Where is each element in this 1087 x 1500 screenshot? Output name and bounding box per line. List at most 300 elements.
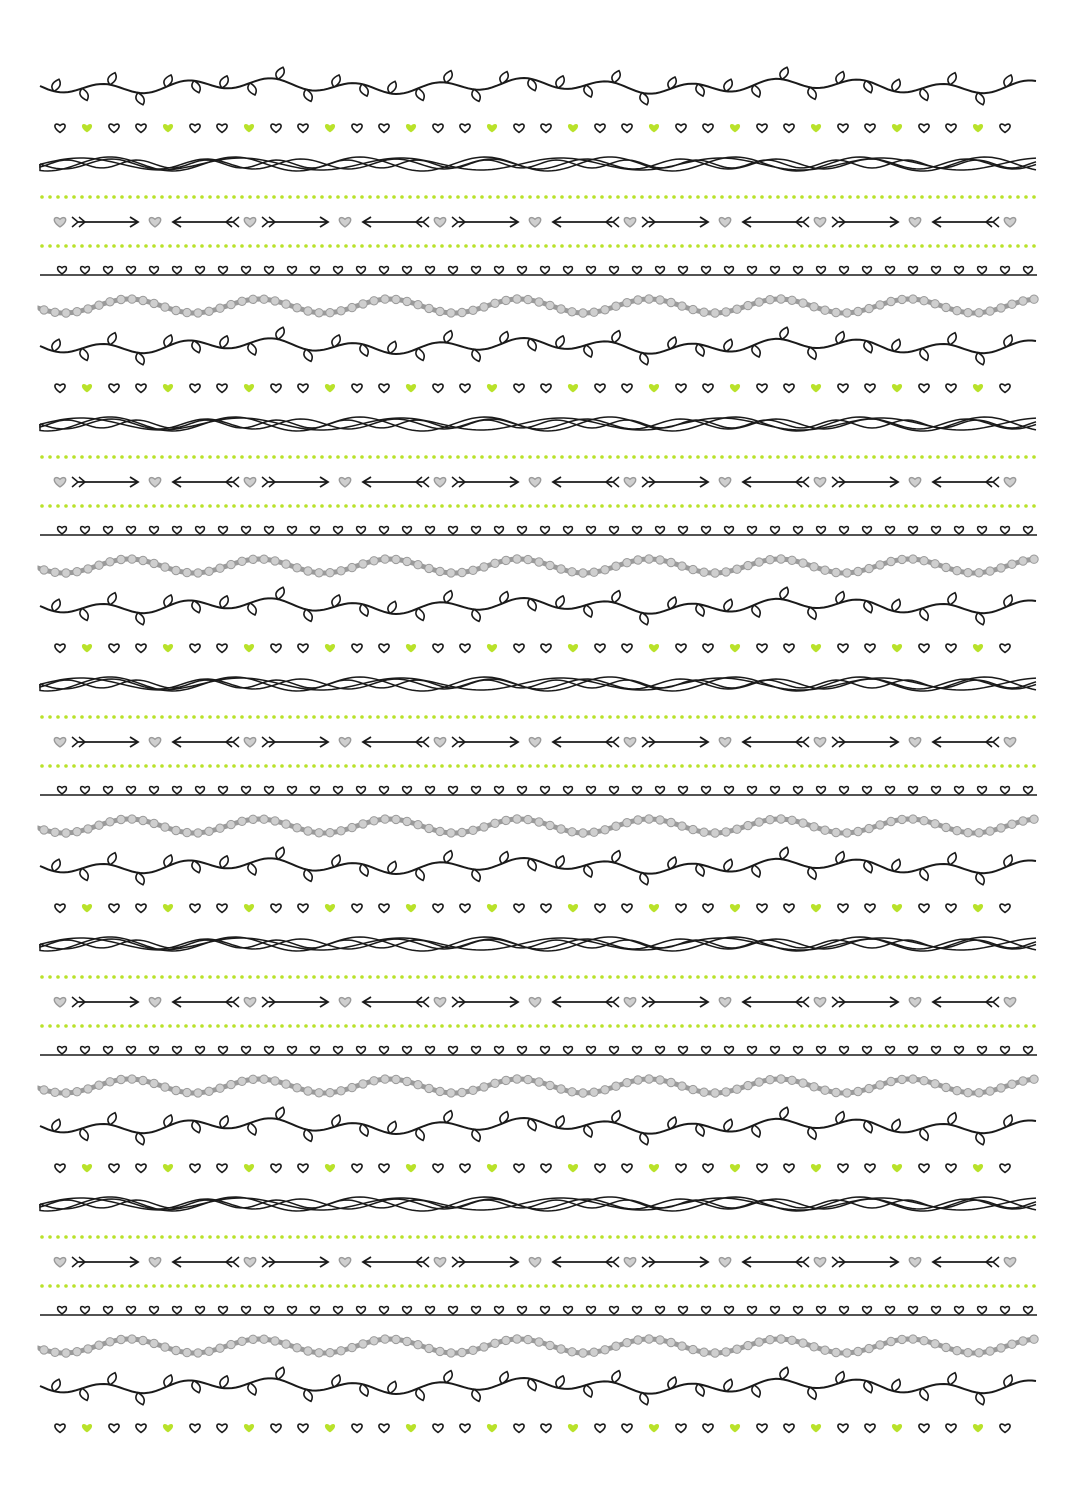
pompom: [414, 1341, 422, 1349]
dot: [1008, 195, 1012, 199]
pompom: [678, 822, 686, 830]
pompom: [359, 820, 367, 828]
pompom: [733, 1085, 741, 1093]
dot: [344, 715, 348, 719]
dot: [464, 244, 468, 248]
heart-outline: [58, 1047, 67, 1054]
dot: [144, 764, 148, 768]
pompom: [513, 815, 521, 823]
leaf: [80, 348, 88, 360]
dot: [320, 1284, 324, 1288]
pompom: [843, 1089, 851, 1097]
dot: [152, 455, 156, 459]
heart-outline: [771, 267, 780, 274]
dot: [360, 1024, 364, 1028]
heart-outline: [865, 644, 875, 652]
dot: [280, 975, 284, 979]
dot: [520, 195, 524, 199]
pompom: [590, 1348, 598, 1356]
heart-outline: [298, 1164, 308, 1172]
heart-outline: [587, 1307, 596, 1314]
dot: [552, 455, 556, 459]
dot: [520, 504, 524, 508]
dot: [544, 195, 548, 199]
dot: [824, 244, 828, 248]
dot: [832, 244, 836, 248]
heart-outline: [81, 1307, 90, 1314]
dot: [728, 1284, 732, 1288]
dot: [1016, 1024, 1020, 1028]
heart-outline: [978, 1047, 987, 1054]
band-heart-outline-row: [55, 904, 1010, 912]
heart-outline: [357, 1047, 366, 1054]
dot: [1016, 975, 1020, 979]
pompom: [535, 558, 543, 566]
dot: [960, 195, 964, 199]
pompom: [282, 300, 290, 308]
dot: [424, 764, 428, 768]
pompom: [601, 1086, 609, 1094]
dot: [56, 1235, 60, 1239]
pompom: [84, 825, 92, 833]
dot: [832, 975, 836, 979]
arrow-fletch: [642, 217, 648, 227]
dot: [424, 244, 428, 248]
heart-outline: [190, 384, 200, 392]
dot: [568, 195, 572, 199]
dot: [104, 504, 108, 508]
dot: [608, 715, 612, 719]
dot: [688, 764, 692, 768]
pompom: [359, 1340, 367, 1348]
dot: [184, 975, 188, 979]
pompom: [216, 824, 224, 832]
leaf: [584, 85, 592, 97]
dot: [928, 195, 932, 199]
heart-outline: [955, 267, 964, 274]
dot: [328, 764, 332, 768]
dot: [464, 975, 468, 979]
dot: [176, 195, 180, 199]
dot: [480, 715, 484, 719]
heart-outline: [514, 904, 524, 912]
dot: [984, 975, 988, 979]
heart-outline: [703, 124, 713, 132]
pompom: [95, 821, 103, 829]
dot: [888, 195, 892, 199]
heart-outline: [865, 904, 875, 912]
dot: [80, 764, 84, 768]
dot: [896, 1284, 900, 1288]
dot: [328, 244, 332, 248]
leaf: [444, 1371, 452, 1383]
leaf: [752, 1125, 760, 1137]
pompom: [1030, 555, 1038, 563]
dot: [720, 764, 724, 768]
heart-outline: [219, 787, 228, 794]
dot: [128, 504, 132, 508]
dot: [528, 975, 532, 979]
pompom: [942, 563, 950, 571]
dot: [176, 455, 180, 459]
dot: [120, 1024, 124, 1028]
dot: [952, 244, 956, 248]
heart-outline: [472, 1047, 481, 1054]
heart-outline: [748, 787, 757, 794]
dot: [920, 975, 924, 979]
dot: [320, 504, 324, 508]
pompom: [194, 569, 202, 577]
dot: [528, 504, 532, 508]
dot: [240, 455, 244, 459]
pompom: [469, 1346, 477, 1354]
dot: [64, 244, 68, 248]
leaf: [556, 1376, 564, 1388]
heart-outline: [271, 1164, 281, 1172]
dot: [760, 1284, 764, 1288]
dot: [144, 195, 148, 199]
dot: [64, 1235, 68, 1239]
dot: [832, 504, 836, 508]
pompom: [348, 823, 356, 831]
dot: [520, 764, 524, 768]
band-leaf-vine: [40, 847, 1036, 885]
heart-outline: [449, 787, 458, 794]
dot: [944, 244, 948, 248]
dot: [120, 455, 124, 459]
dot: [744, 764, 748, 768]
heart-outline: [725, 1047, 734, 1054]
dot: [152, 195, 156, 199]
dot: [480, 455, 484, 459]
dot: [256, 1284, 260, 1288]
dot: [264, 504, 268, 508]
dot: [256, 195, 260, 199]
dot: [120, 504, 124, 508]
pompom: [623, 819, 631, 827]
dot: [784, 975, 788, 979]
leaf: [612, 1371, 620, 1383]
dot: [208, 1024, 212, 1028]
dot: [376, 1235, 380, 1239]
pompom: [62, 829, 70, 837]
dot: [688, 715, 692, 719]
dot: [880, 195, 884, 199]
pompom: [1019, 1077, 1027, 1085]
dot: [904, 504, 908, 508]
heart-outline: [265, 1047, 274, 1054]
pompom: [986, 567, 994, 575]
dot: [608, 1284, 612, 1288]
dot: [712, 455, 716, 459]
dot: [984, 195, 988, 199]
pompom: [304, 1347, 312, 1355]
dot: [200, 764, 204, 768]
pompom: [458, 308, 466, 316]
heart-outline: [676, 904, 686, 912]
dot: [992, 195, 996, 199]
band-dot-line: [40, 455, 1036, 459]
heart-outline: [541, 384, 551, 392]
dot: [896, 975, 900, 979]
silver-heart: [1004, 738, 1015, 747]
dot: [200, 975, 204, 979]
dot: [488, 1024, 492, 1028]
heart-outline: [518, 527, 527, 534]
dot: [832, 1024, 836, 1028]
dot: [1024, 504, 1028, 508]
dot: [336, 975, 340, 979]
dot: [408, 195, 412, 199]
heart-outline: [622, 124, 632, 132]
dot: [856, 504, 860, 508]
dot: [72, 975, 76, 979]
dot: [312, 1024, 316, 1028]
dot: [776, 195, 780, 199]
leaf: [416, 1388, 424, 1400]
pompom: [260, 555, 268, 563]
heart-outline: [784, 1164, 794, 1172]
heart-outline: [334, 267, 343, 274]
heart-outline: [265, 527, 274, 534]
dot: [856, 764, 860, 768]
dot: [256, 1024, 260, 1028]
leaf: [948, 593, 956, 605]
dot: [120, 244, 124, 248]
arrow-fletch: [262, 217, 268, 227]
dot: [408, 975, 412, 979]
dot: [400, 1235, 404, 1239]
dot: [600, 1284, 604, 1288]
dot: [192, 195, 196, 199]
pompom: [150, 819, 158, 827]
dot: [136, 504, 140, 508]
dot: [288, 244, 292, 248]
band-braided-wave: [40, 937, 1036, 951]
dot: [200, 1235, 204, 1239]
pompom: [645, 1075, 653, 1083]
heart-outline: [656, 1047, 665, 1054]
dot: [104, 195, 108, 199]
dot: [1024, 715, 1028, 719]
dot: [656, 455, 660, 459]
dot: [208, 715, 212, 719]
dot: [768, 195, 772, 199]
pompom: [612, 562, 620, 570]
leaf: [220, 1376, 228, 1388]
dot: [904, 764, 908, 768]
band-dot-line: [40, 764, 1036, 768]
dot: [600, 975, 604, 979]
heart-filled: [406, 644, 416, 652]
dot: [368, 1024, 372, 1028]
dot: [808, 504, 812, 508]
dot: [240, 1284, 244, 1288]
dot: [536, 244, 540, 248]
dot: [856, 455, 860, 459]
pompom: [722, 828, 730, 836]
pompom: [414, 821, 422, 829]
dot: [360, 455, 364, 459]
dot: [232, 1284, 236, 1288]
dot: [968, 975, 972, 979]
dot: [176, 1235, 180, 1239]
band-heart-outline-row: [55, 384, 1010, 392]
dot: [272, 1235, 276, 1239]
heart-outline: [271, 384, 281, 392]
band-arrow-row: [54, 737, 1015, 747]
dot: [544, 1235, 548, 1239]
arrow-fletch: [803, 1257, 809, 1267]
dot: [248, 244, 252, 248]
dot: [264, 1024, 268, 1028]
dot: [512, 455, 516, 459]
leaf: [752, 85, 760, 97]
pompom: [942, 823, 950, 831]
pompom: [667, 1078, 675, 1086]
dot: [816, 1235, 820, 1239]
pompom: [205, 1347, 213, 1355]
arrow-fletch: [233, 997, 239, 1007]
dot: [224, 715, 228, 719]
band-arrow-row: [54, 997, 1015, 1007]
dot: [1008, 715, 1012, 719]
dot: [216, 244, 220, 248]
silver-heart: [339, 998, 350, 1007]
pompom: [678, 302, 686, 310]
dot: [760, 1024, 764, 1028]
dot: [280, 195, 284, 199]
dot: [960, 764, 964, 768]
heart-filled: [325, 1424, 335, 1432]
dot: [528, 244, 532, 248]
dot: [968, 764, 972, 768]
dot: [160, 244, 164, 248]
heart-outline: [919, 904, 929, 912]
dot: [752, 975, 756, 979]
pompom: [645, 1335, 653, 1343]
dot: [624, 504, 628, 508]
pompom: [282, 560, 290, 568]
pompom: [271, 297, 279, 305]
dot: [536, 1235, 540, 1239]
heart-filled: [568, 1164, 578, 1172]
heart-filled: [163, 1424, 173, 1432]
heart-outline: [311, 1047, 320, 1054]
silver-heart: [719, 998, 730, 1007]
dot: [288, 504, 292, 508]
dot: [800, 455, 804, 459]
silver-heart: [814, 998, 825, 1007]
pompom: [700, 1348, 708, 1356]
pompom: [711, 1349, 719, 1357]
heart-filled: [892, 124, 902, 132]
pompom: [821, 1086, 829, 1094]
dot: [456, 715, 460, 719]
heart-outline: [541, 527, 550, 534]
dot: [160, 975, 164, 979]
dot: [600, 764, 604, 768]
leaf: [640, 613, 648, 625]
dot: [856, 195, 860, 199]
band-dot-line: [40, 1284, 1036, 1288]
heart-outline: [150, 1307, 159, 1314]
pompom: [700, 308, 708, 316]
dot: [376, 1024, 380, 1028]
heart-outline: [1024, 1307, 1033, 1314]
dot: [816, 244, 820, 248]
dot: [376, 1284, 380, 1288]
leaf: [752, 345, 760, 357]
leaf: [276, 1367, 284, 1379]
heart-filled: [244, 644, 254, 652]
heart-filled: [892, 1164, 902, 1172]
dot: [128, 455, 132, 459]
pompom: [491, 1339, 499, 1347]
heart-outline: [909, 1307, 918, 1314]
dot: [560, 1024, 564, 1028]
dot: [360, 504, 364, 508]
dot: [656, 715, 660, 719]
dot: [968, 715, 972, 719]
dot: [304, 455, 308, 459]
heart-outline: [656, 527, 665, 534]
pompom: [788, 1336, 796, 1344]
dot: [368, 455, 372, 459]
dot: [640, 1284, 644, 1288]
dot: [624, 764, 628, 768]
dot: [192, 1235, 196, 1239]
dot: [768, 244, 772, 248]
pompom: [139, 296, 147, 304]
leaf: [640, 1133, 648, 1145]
dot: [368, 1284, 372, 1288]
dot: [208, 1235, 212, 1239]
dot: [504, 455, 508, 459]
silver-heart: [339, 738, 350, 747]
pompom: [898, 555, 906, 563]
dot: [648, 455, 652, 459]
pompom: [249, 1335, 257, 1343]
dot: [976, 764, 980, 768]
dot: [752, 1284, 756, 1288]
dot: [680, 764, 684, 768]
dot: [1032, 1284, 1036, 1288]
dot: [696, 195, 700, 199]
dot: [952, 504, 956, 508]
dot: [456, 764, 460, 768]
pompom: [348, 1083, 356, 1091]
heart-filled: [568, 384, 578, 392]
dot: [160, 715, 164, 719]
leaf: [472, 1389, 480, 1401]
silver-heart: [54, 1258, 65, 1267]
pompom: [799, 299, 807, 307]
dot: [800, 504, 804, 508]
dot: [336, 764, 340, 768]
dot: [664, 1284, 668, 1288]
heart-outline: [978, 527, 987, 534]
heart-outline: [886, 787, 895, 794]
dot: [920, 195, 924, 199]
dot: [264, 764, 268, 768]
pompom: [161, 563, 169, 571]
band-dot-line: [40, 1235, 1036, 1239]
heart-outline: [403, 527, 412, 534]
heart-outline: [1001, 527, 1010, 534]
dot: [528, 195, 532, 199]
dot: [928, 455, 932, 459]
